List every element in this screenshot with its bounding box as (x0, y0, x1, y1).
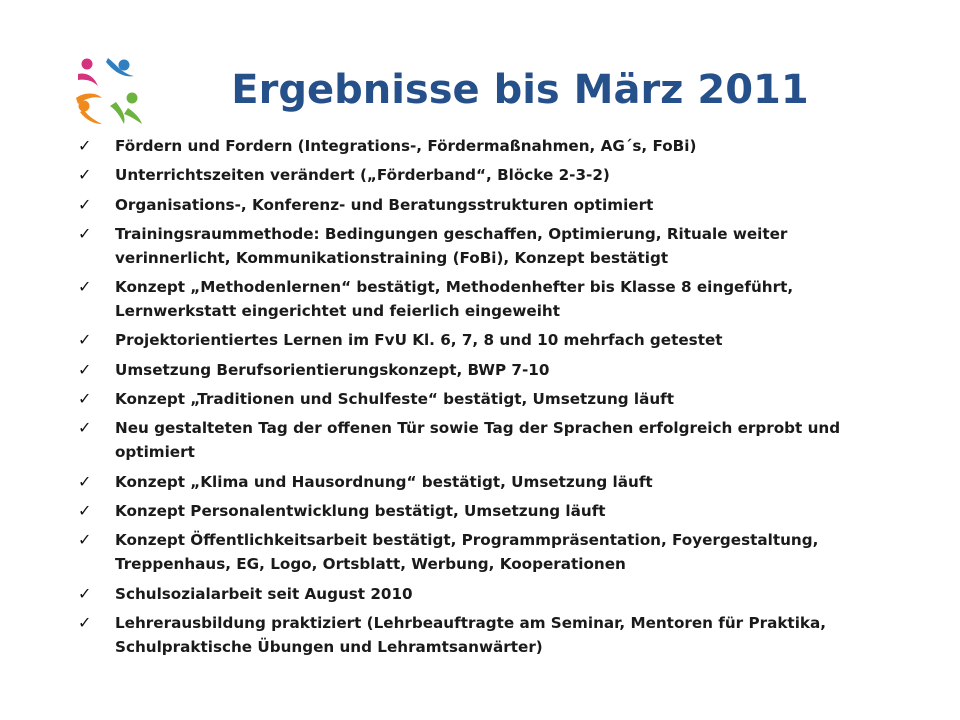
list-item (78, 387, 878, 411)
list-item (78, 163, 878, 187)
checkmark-icon: ✓ (78, 136, 92, 155)
list-item (78, 611, 878, 659)
checkmark-icon: ✓ (78, 389, 92, 409)
list-item (78, 358, 878, 382)
checkmark-icon: ✓ (78, 530, 92, 550)
list-item (78, 582, 878, 606)
list-item-text: Konzept „Klima und Hausordnung“ bestätigt, Umsetzung läuft (115, 472, 653, 491)
checkmark-icon: ✓ (78, 165, 92, 185)
logo-orange-body (80, 110, 102, 124)
list-item (78, 134, 878, 158)
slide-title: Ergebnisse bis März 2011 (231, 67, 809, 113)
list-item-text: Konzept Öffentlichkeitsarbeit bestätigt, Programmpräsentation, Foyergestaltung, Treppenhaus, EG, Logo, Ortsblatt, Werbung, Kooperationen (115, 531, 819, 574)
checkmark-icon: ✓ (78, 471, 92, 491)
list-item (78, 275, 878, 323)
logo-green-head (127, 93, 138, 104)
list-item-text: Konzept Personalentwicklung bestätigt, Umsetzung läuft (115, 501, 606, 520)
logo-orange-arm (76, 94, 102, 105)
list-item (78, 528, 878, 576)
logo-green-arm (110, 102, 125, 124)
checkmark-icon: ✓ (78, 194, 92, 214)
logo-blue-head (119, 60, 130, 71)
list-item-text: Neu gestalteten Tag der offenen Tür sowie Tag der Sprachen erfolgreich erprobt und optimiert (115, 419, 841, 462)
checkmark-icon: ✓ (78, 330, 92, 350)
logo-pink-arm (78, 74, 98, 87)
list-item-text: Projektorientiertes Lernen im FvU Kl. 6, 7, 8 und 10 mehrfach getestet (115, 331, 723, 350)
list-item-text: Organisations-, Konferenz- und Beratungsstrukturen optimiert (115, 195, 654, 214)
list-item-text: Umsetzung Berufsorientierungskonzept, BWP 7-10 (115, 360, 550, 379)
checkmark-icon: ✓ (78, 223, 92, 243)
list-item (78, 499, 878, 523)
checkmark-icon: ✓ (78, 418, 92, 438)
checkmark-icon: ✓ (78, 359, 92, 379)
list-item-text: Unterrichtszeiten verändert („Förderband“, Blöcke 2-3-2) (115, 166, 610, 185)
results-list (78, 134, 878, 664)
list-item (78, 416, 878, 464)
list-item (78, 222, 878, 270)
list-item-text: Fördern und Fordern (Integrations-, Fördermaßnahmen, AG´s, FoBi) (115, 137, 697, 155)
list-item-text: Schulsozialarbeit seit August 2010 (115, 584, 413, 603)
list-item (78, 193, 878, 217)
list-item (78, 470, 878, 494)
checkmark-icon: ✓ (78, 500, 92, 520)
list-item-text: Trainingsraummethode: Bedingungen geschaffen, Optimierung, Rituale weiter verinnerlicht, Kommunikationstraining (FoBi), Konzept bestätigt (115, 224, 788, 267)
list-item (78, 328, 878, 352)
checkmark-icon: ✓ (78, 277, 92, 297)
logo-green-body (124, 108, 142, 124)
list-item-text: Lehrerausbildung praktiziert (Lehrbeauftragte am Seminar, Mentoren für Praktika, Schulpraktische Übungen und Lehramtsanwärter) (115, 613, 827, 656)
checkmark-icon: ✓ (78, 612, 92, 632)
list-item-text: Konzept „Traditionen und Schulfeste“ bestätigt, Umsetzung läuft (115, 390, 675, 409)
checkmark-icon: ✓ (78, 583, 92, 603)
list-item-text: Konzept „Methodenlernen“ bestätigt, Methodenhefter bis Klasse 8 eingeführt, Lernwerkstatt eingerichtet und feierlich eingeweiht (115, 278, 794, 321)
school-logo-icon (72, 52, 148, 128)
logo-pink-head (82, 59, 93, 70)
